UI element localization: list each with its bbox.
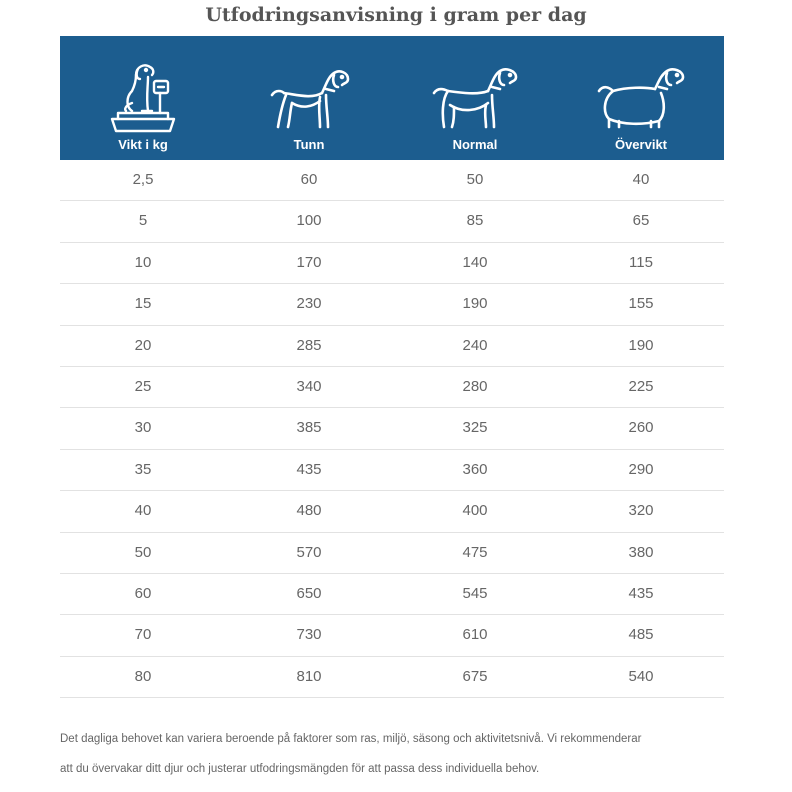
cell-weight: 20 [134, 336, 152, 354]
cell-weight: 60 [134, 584, 152, 602]
cell-weight: 80 [134, 667, 152, 685]
table-header [60, 36, 724, 160]
table-row [60, 201, 724, 242]
cell-thin: 340 [296, 377, 322, 395]
cell-overweight: 225 [628, 377, 654, 395]
cell-weight: 50 [134, 543, 152, 561]
cell-overweight: 290 [628, 460, 654, 478]
cell-thin: 170 [296, 253, 322, 271]
header-weight [60, 36, 226, 160]
table-row [60, 533, 724, 574]
cell-thin: 650 [296, 584, 322, 602]
table-row [60, 574, 724, 615]
cell-weight: 5 [138, 212, 148, 230]
cell-normal: 50 [466, 171, 484, 188]
cell-thin: 100 [296, 212, 322, 230]
cell-normal: 545 [462, 584, 488, 602]
cell-overweight: 190 [628, 336, 654, 354]
table-row [60, 367, 724, 408]
cell-overweight: 65 [632, 212, 650, 230]
header-label-overweight: Övervikt [614, 137, 668, 152]
cell-normal: 325 [462, 419, 488, 437]
cell-weight: 40 [134, 502, 152, 520]
cell-normal: 610 [462, 626, 488, 644]
cell-thin: 285 [296, 336, 322, 354]
page-title: Utfodringsanvisning i gram per dag [205, 4, 587, 26]
header-label-normal: Normal [452, 137, 498, 152]
cell-thin: 60 [300, 171, 318, 188]
cell-weight: 30 [134, 419, 152, 437]
table-row [60, 326, 724, 367]
thin-dog-icon [264, 65, 354, 135]
cell-weight: 70 [134, 626, 152, 644]
cell-overweight: 540 [628, 667, 654, 685]
cell-normal: 280 [462, 377, 488, 395]
cell-weight: 10 [134, 253, 152, 271]
dog-on-scale-icon [108, 59, 178, 135]
cell-overweight: 380 [628, 543, 654, 561]
feeding-table [60, 36, 724, 698]
cell-normal: 190 [462, 295, 488, 313]
cell-normal: 400 [462, 502, 488, 520]
cell-weight: 35 [134, 460, 152, 478]
cell-weight: 25 [134, 377, 152, 395]
cell-overweight: 260 [628, 419, 654, 437]
header-label-weight: Vikt i kg [118, 137, 168, 152]
cell-weight: 15 [134, 295, 152, 313]
overweight-dog-icon [593, 65, 689, 135]
table-row [60, 408, 724, 449]
cell-overweight: 115 [629, 253, 653, 271]
cell-overweight: 155 [628, 295, 654, 313]
cell-thin: 385 [296, 419, 322, 437]
table-row [60, 243, 724, 284]
note-line-2: att du övervakar ditt djur och justerar utfodringsmängden för att passa dess individuella behov. [60, 763, 540, 775]
header-label-thin: Tunn [293, 137, 325, 152]
cell-normal: 240 [462, 336, 488, 354]
table-row [60, 615, 724, 656]
cell-normal: 360 [462, 460, 488, 478]
cell-normal: 675 [462, 667, 488, 685]
table-row [60, 491, 724, 532]
cell-normal: 85 [466, 212, 484, 230]
cell-overweight: 320 [628, 502, 654, 520]
table-row [60, 160, 724, 201]
feeding-note [60, 724, 740, 784]
cell-thin: 810 [296, 667, 322, 685]
table-body [60, 160, 724, 698]
cell-thin: 730 [296, 626, 322, 644]
normal-dog-icon [428, 65, 522, 135]
cell-normal: 140 [462, 253, 488, 271]
header-normal [392, 36, 558, 160]
cell-weight: 2,5 [132, 171, 154, 188]
cell-thin: 230 [296, 295, 322, 313]
cell-thin: 570 [296, 543, 322, 561]
header-thin [226, 36, 392, 160]
header-overweight [558, 36, 724, 160]
cell-thin: 435 [296, 460, 322, 478]
note-line-1: Det dagliga behovet kan variera beroende på faktorer som ras, miljö, säsong och aktivitetsnivå. Vi rekommenderar [60, 733, 642, 745]
table-row [60, 450, 724, 491]
table-row [60, 657, 724, 698]
cell-overweight: 435 [628, 584, 654, 602]
cell-overweight: 485 [628, 626, 654, 644]
cell-overweight: 40 [632, 171, 650, 188]
cell-normal: 475 [462, 543, 488, 561]
cell-thin: 480 [296, 502, 322, 520]
table-row [60, 284, 724, 325]
